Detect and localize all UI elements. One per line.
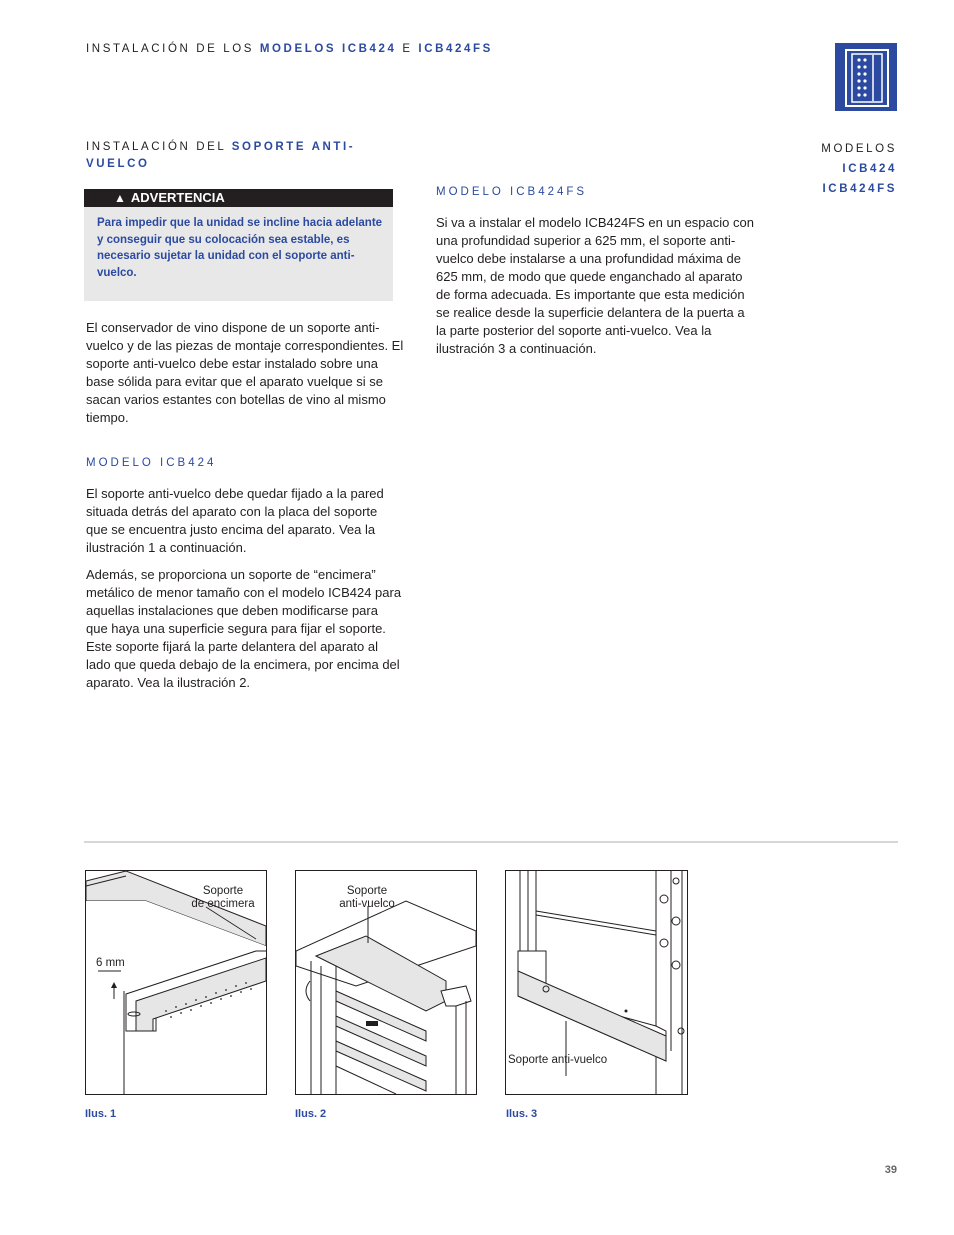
figure-2-label-line1: Soporte	[346, 885, 388, 897]
header-prefix: INSTALACIÓN DE LOS	[86, 43, 255, 55]
icb424-paragraph-2: Además, se proporciona un soporte de “encimera” metálico de menor tamaño con el modelo ICB424 para aquellas instalaciones que deben modificarse para que haya una superficie segura para fijar el soporte. Este soporte fijará la parte delantera del aparato al lado que queda debajo de la encimera, por encima del aparato. Vea la ilustración 2.	[86, 567, 402, 690]
figure-1-caption: Ilus. 1	[85, 1108, 117, 1120]
icb424fs-paragraph: Si va a instalar el modelo ICB424FS en un espacio con una profundidad superior a 625 mm, el soporte anti-vuelco debe instalarse a una profundidad máxima de 625 mm, de modo que quede enganchado al aparato de forma adecuada. Es importante que esta medición se realice desde la superficie delantera de la puerta a la parte posterior del soporte anti-vuelco. Vea la ilustración 3 a continuación.	[436, 215, 754, 356]
figure-1-label-line2: de encimera	[191, 898, 255, 910]
figure-3-label: Soporte anti-vuelco	[508, 1054, 608, 1066]
warning-icon: ▲	[114, 191, 126, 205]
section-title-plain: INSTALACIÓN DEL	[86, 141, 226, 153]
icb424-paragraph-1: El soporte anti-vuelco debe quedar fijado a la pared situada detrás del aparato con la placa del soporte que se encuentra justo encima del aparato. Vea la ilustración 1 a continuación.	[86, 486, 384, 555]
figure-1-dimension: 6 mm	[96, 957, 125, 969]
divider	[84, 841, 898, 843]
section-title	[86, 139, 396, 173]
figure-2-label-line2: anti-vuelco	[339, 898, 395, 910]
figure-2-caption: Ilus. 2	[295, 1108, 327, 1120]
figure-3-caption: Ilus. 3	[506, 1108, 538, 1120]
header-models: MODELOS ICB424	[259, 43, 397, 55]
figure-2-label	[325, 885, 409, 911]
warning-text: Para impedir que la unidad se incline hacia adelante y conseguir que su colocación sea estable, es necesario sujetar la unidad con el soporte anti-vuelco.	[97, 217, 383, 279]
model-item: ICB424FS	[822, 183, 897, 195]
header-model2: ICB424FS	[418, 43, 493, 55]
warning-heading-text: ADVERTENCIA	[130, 190, 225, 205]
figure-1-label-line1: Soporte	[202, 885, 244, 897]
intro-paragraph: El conservador de vino dispone de un soporte anti-vuelco y de las piezas de montaje correspondientes. El soporte anti-vuelco debe estar instalado sobre una base sólida para evitar que el aparato vuelque si se sacan varios estantes con botellas de vino al mismo tiempo.	[86, 320, 404, 425]
icb424-title: MODELO ICB424	[86, 457, 217, 469]
page-number: 39	[884, 1164, 897, 1176]
header-conj: E	[402, 43, 413, 55]
running-header	[86, 43, 493, 55]
warning-heading	[84, 189, 393, 207]
section-title-bold: SOPORTE ANTI-VUELCO	[86, 141, 356, 170]
models-label: MODELOS	[821, 143, 897, 155]
figure-1-label	[185, 885, 261, 911]
models-sidebar	[821, 139, 897, 199]
wine-cabinet-icon	[835, 43, 897, 111]
icb424fs-title: MODELO ICB424FS	[436, 186, 588, 198]
model-item: ICB424	[842, 163, 897, 175]
